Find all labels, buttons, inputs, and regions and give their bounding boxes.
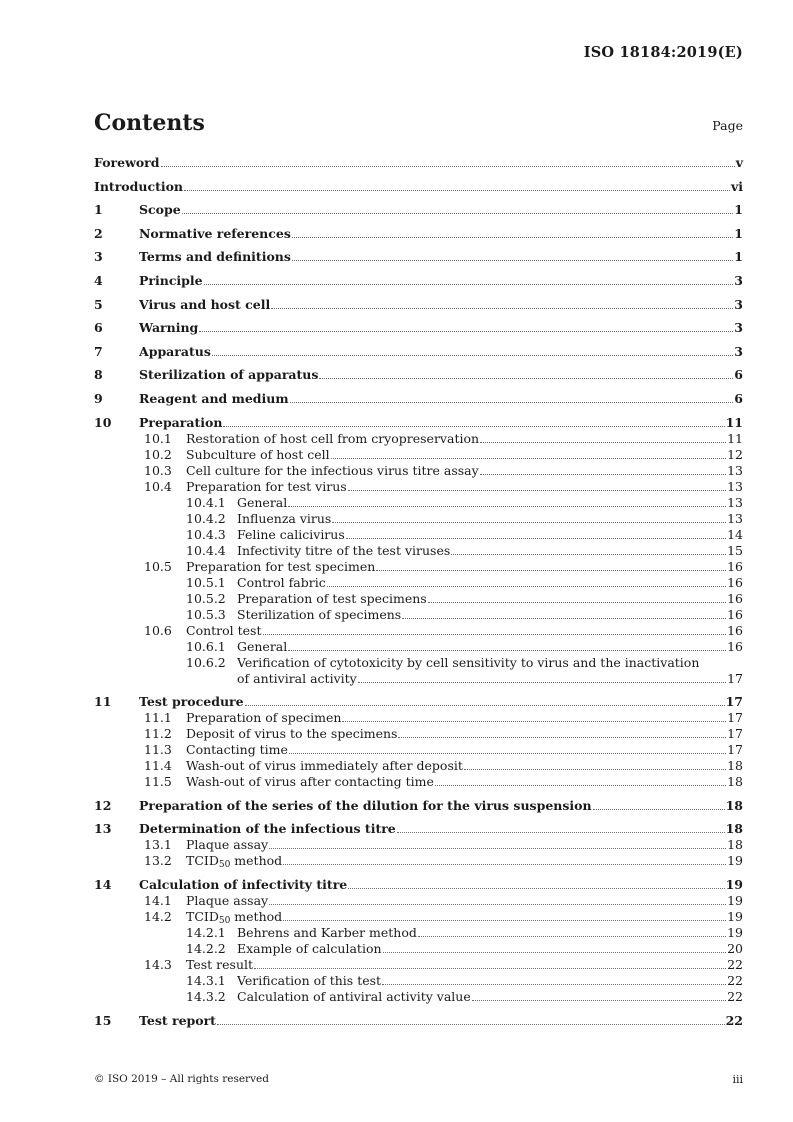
toc-entry-page: 3 xyxy=(734,296,743,312)
toc-entry-title-text: Control fabric xyxy=(237,574,326,590)
toc-entry-page: 12 xyxy=(727,446,743,462)
toc-entry-title xyxy=(186,742,288,758)
toc-entry-title-text: Introduction xyxy=(94,178,184,194)
toc-entry-page: 19 xyxy=(725,876,743,892)
toc-entry-title xyxy=(186,479,347,495)
toc-entry-title-suffix: method xyxy=(230,853,283,869)
toc-entry-number: 3 xyxy=(94,249,103,265)
toc-entry-title-text: Scope xyxy=(139,202,181,218)
toc-entry-page: 3 xyxy=(734,343,743,359)
dot-leader xyxy=(292,227,733,238)
toc-entry-number: 15 xyxy=(94,1012,112,1028)
dot-leader xyxy=(245,695,725,706)
toc-entry-number: 11.5 xyxy=(144,774,172,790)
dot-leader xyxy=(269,838,726,849)
toc-entry-page: 6 xyxy=(734,390,743,406)
toc-entry[interactable] xyxy=(94,623,743,639)
toc-entry-title-text: Determination of the infectious titre xyxy=(139,821,396,837)
toc-entry-page: 18 xyxy=(725,797,743,813)
toc-entry[interactable] xyxy=(94,837,743,853)
toc-entry[interactable] xyxy=(94,543,743,559)
dot-leader xyxy=(464,759,726,770)
toc-entry-number: 13.2 xyxy=(144,853,172,869)
dot-leader xyxy=(327,576,726,587)
toc-entry-title-text: Terms and definitions xyxy=(139,249,291,265)
toc-entry-title xyxy=(186,463,479,479)
toc-entry[interactable] xyxy=(94,607,743,623)
toc-entry-number: 14.3 xyxy=(144,956,172,972)
toc-entry-title xyxy=(186,559,375,575)
toc-entry-number: 10.6.1 xyxy=(186,638,226,654)
toc-entry-page: vi xyxy=(730,178,743,194)
toc-entry-page: 16 xyxy=(727,590,743,606)
dot-leader xyxy=(184,180,730,191)
toc-entry-page: 20 xyxy=(727,940,743,956)
toc-entry-title xyxy=(139,366,318,383)
dot-leader xyxy=(382,974,726,985)
toc-entry-page: 1 xyxy=(734,202,743,218)
toc-entry-title xyxy=(139,820,396,837)
toc-entry[interactable] xyxy=(94,925,743,941)
dot-leader xyxy=(472,990,726,1001)
toc-entry[interactable] xyxy=(94,272,743,289)
dot-leader xyxy=(223,416,724,427)
dot-leader xyxy=(418,926,726,937)
toc-entry-page: 15 xyxy=(727,542,743,558)
toc-entry-title xyxy=(186,837,268,853)
toc-entry-title xyxy=(186,853,282,873)
toc-entry-title-continued: of antiviral activity xyxy=(237,670,357,686)
toc-entry-title xyxy=(94,178,183,195)
dot-leader xyxy=(161,156,735,167)
toc-entry-number: 9 xyxy=(94,390,103,406)
toc-entry-number: 14.3.2 xyxy=(186,988,226,1004)
toc-entry-title-text: Plaque assay xyxy=(186,837,269,853)
toc-entry-title-text: Plaque assay xyxy=(186,892,269,908)
toc-entry-page: 1 xyxy=(734,225,743,241)
toc-entry-page: 18 xyxy=(727,758,743,774)
toc-entry-page: 22 xyxy=(727,956,743,972)
toc-entry-number: 14.3.1 xyxy=(186,972,226,988)
dot-leader xyxy=(199,321,733,332)
toc-entry-number: 1 xyxy=(94,202,103,218)
toc-entry[interactable] xyxy=(94,820,743,837)
toc-entry-number: 10.4.3 xyxy=(186,526,226,542)
toc-entry[interactable] xyxy=(94,693,743,710)
dot-leader xyxy=(480,432,726,443)
toc-entry-page: 16 xyxy=(727,622,743,638)
page-number: iii xyxy=(732,1073,743,1086)
toc-entry-number: 14 xyxy=(94,876,112,892)
toc-entry[interactable] xyxy=(94,591,743,607)
toc-entry-number: 11.2 xyxy=(144,726,172,742)
page-column-label: Page xyxy=(712,118,743,133)
toc-entry-page: 13 xyxy=(727,478,743,494)
toc-entry-number: 6 xyxy=(94,320,103,336)
toc-entry-number: 10.4.2 xyxy=(186,510,226,526)
subscript: 50 xyxy=(218,915,231,926)
toc-entry-title xyxy=(186,623,262,639)
toc-entry[interactable] xyxy=(94,853,743,869)
toc-entry[interactable] xyxy=(94,957,743,973)
toc-entry-title xyxy=(237,925,417,941)
toc-entry[interactable] xyxy=(94,248,743,265)
toc-entry-number: 10.5 xyxy=(144,558,172,574)
toc-entry[interactable] xyxy=(94,414,743,431)
toc-entry-title xyxy=(139,693,244,710)
toc-entry-title-text: Preparation for test specimen xyxy=(186,558,376,574)
toc-entry[interactable] xyxy=(94,893,743,909)
dot-leader xyxy=(451,544,726,555)
toc-entry-page: 19 xyxy=(727,892,743,908)
toc-entry-title-text: Cell culture for the infectious virus titre assay xyxy=(186,462,479,478)
toc-entry-page: 19 xyxy=(727,924,743,940)
toc-entry-title xyxy=(237,591,427,607)
toc-entry-title-text: Control test xyxy=(186,622,262,638)
toc-entry-title-text: Feline calicivirus xyxy=(237,526,345,542)
toc-entry-title-text: Preparation for test virus xyxy=(186,478,347,494)
dot-leader xyxy=(283,910,726,921)
dot-leader xyxy=(398,727,726,738)
toc-entry[interactable] xyxy=(94,390,743,407)
toc-entry[interactable] xyxy=(94,511,743,527)
toc-entry[interactable] xyxy=(94,431,743,447)
dot-leader xyxy=(289,743,726,754)
toc-entry-title-text: Preparation xyxy=(139,414,223,430)
toc-entry-number: 7 xyxy=(94,343,103,359)
dot-leader xyxy=(288,640,726,651)
toc-entry-number: 13 xyxy=(94,821,112,837)
toc-entry[interactable] xyxy=(94,989,743,1005)
toc-entry-title-text: Restoration of host cell from cryopreservation xyxy=(186,430,480,446)
toc-entry-number: 10.1 xyxy=(144,430,172,446)
toc-entry-title xyxy=(139,319,198,336)
toc-entry-title-text: Foreword xyxy=(94,155,160,170)
toc-entry-title-text: Warning xyxy=(139,320,199,336)
toc-entry[interactable] xyxy=(94,797,743,814)
toc-entry[interactable] xyxy=(94,909,743,925)
toc-entry-page: 19 xyxy=(727,853,743,869)
toc-entry-title-text: Wash-out of virus after contacting time xyxy=(186,774,434,790)
toc-entry-title xyxy=(139,296,270,313)
toc-entry-title xyxy=(186,726,397,742)
toc-entry-page: 22 xyxy=(725,1012,743,1028)
toc-entry-number: 8 xyxy=(94,367,103,383)
toc-entry-number: 4 xyxy=(94,272,103,288)
toc-entry-title-text: Test result xyxy=(186,956,254,972)
dot-leader xyxy=(288,496,726,507)
dot-leader xyxy=(346,528,726,539)
toc-entry-page: 16 xyxy=(727,638,743,654)
copyright-notice: © ISO 2019 – All rights reserved xyxy=(94,1073,269,1085)
toc-entry-title-text: Infectivity titre of the test viruses xyxy=(237,542,451,558)
toc-entry-number: 13.1 xyxy=(144,837,172,853)
toc-entry-title xyxy=(186,893,268,909)
toc-entry-title xyxy=(139,797,592,814)
toc-entry-number: 10.4.1 xyxy=(186,494,226,510)
toc-entry-title-text: Calculation of antiviral activity value xyxy=(237,988,471,1004)
dot-leader xyxy=(348,878,724,889)
toc-entry-page: 17 xyxy=(727,742,743,758)
dot-leader xyxy=(332,512,726,523)
toc-entry-title-text: Preparation of specimen xyxy=(186,710,342,726)
dot-leader xyxy=(271,298,733,309)
toc-entry-number: 14.2 xyxy=(144,908,172,924)
toc-entry-title xyxy=(186,710,341,726)
toc-entry[interactable] xyxy=(94,447,743,463)
toc-entry-title xyxy=(237,543,450,559)
toc-entry-title xyxy=(139,414,222,431)
toc-entry[interactable] xyxy=(94,758,743,774)
subscript: 50 xyxy=(218,860,231,871)
toc-entry[interactable] xyxy=(94,973,743,989)
toc-entry-title xyxy=(237,575,326,591)
toc-entry-number: 11.1 xyxy=(144,710,172,726)
toc-entry[interactable] xyxy=(94,319,743,336)
toc-entry[interactable] xyxy=(94,154,743,171)
toc-entry-title-text: Example of calculation xyxy=(237,940,382,956)
toc-entry-page: 18 xyxy=(727,774,743,790)
toc-entry-title-text: Virus and host cell xyxy=(139,296,271,312)
toc-entry-page: 11 xyxy=(727,430,743,446)
toc-entry-title-suffix: method xyxy=(230,908,283,924)
contents-heading: Contents xyxy=(94,110,205,136)
toc-entry[interactable] xyxy=(94,774,743,790)
toc-entry-title-text: Principle xyxy=(139,272,203,288)
toc-entry-number: 10.2 xyxy=(144,446,172,462)
dot-leader xyxy=(376,560,726,571)
toc-entry-title xyxy=(186,758,463,774)
toc-entry-title-text: Deposit of virus to the specimens xyxy=(186,726,398,742)
toc-entry-title-text: Apparatus xyxy=(139,343,211,359)
toc-entry-page: 13 xyxy=(727,494,743,510)
toc-entry-page: 16 xyxy=(727,558,743,574)
toc-entry[interactable] xyxy=(94,178,743,195)
toc-entry[interactable] xyxy=(94,726,743,742)
dot-leader xyxy=(480,464,726,475)
toc-entry-title xyxy=(139,343,211,360)
toc-entry-title-text: Test report xyxy=(139,1012,216,1028)
dot-leader xyxy=(204,274,734,285)
toc-entry-title-text: Subculture of host cell xyxy=(186,446,330,462)
dot-leader xyxy=(283,854,726,865)
toc-entry-page: 22 xyxy=(727,972,743,988)
toc-entry-title-text: Wash-out of virus immediately after deposit xyxy=(186,758,463,774)
toc-entry-title xyxy=(237,941,382,957)
toc-entry-number: 10.5.3 xyxy=(186,606,226,622)
toc-entry[interactable] xyxy=(94,366,743,383)
toc-entry-page: 18 xyxy=(727,837,743,853)
toc-entry-page: 13 xyxy=(727,510,743,526)
toc-entry-title xyxy=(237,511,331,527)
dot-leader xyxy=(319,368,733,379)
toc-entry-number: 11.3 xyxy=(144,742,172,758)
toc-entry-title: Verification of cytotoxicity by cell sensitivity to virus and the inactivation xyxy=(237,654,700,670)
toc-entry-title xyxy=(139,272,203,289)
dot-leader xyxy=(383,942,727,953)
toc-entry[interactable] xyxy=(94,710,743,726)
toc-entry-number: 11 xyxy=(94,694,112,710)
dot-leader xyxy=(269,894,726,905)
toc-entry-number: 14.2.2 xyxy=(186,940,226,956)
toc-entry-title xyxy=(139,1012,216,1029)
dot-leader xyxy=(348,480,726,491)
toc-entry-page: 22 xyxy=(727,988,743,1004)
toc-entry[interactable] xyxy=(94,479,743,495)
toc-entry-title-text: Preparation of the series of the dilution for the virus suspension xyxy=(139,797,592,813)
toc-entry-number: 10 xyxy=(94,414,112,430)
dot-leader xyxy=(212,345,733,356)
toc-entry-title-text: Sterilization of apparatus xyxy=(139,367,319,383)
toc-entry-number: 10.5.1 xyxy=(186,574,226,590)
toc-entry-title xyxy=(237,495,287,511)
toc-entry[interactable] xyxy=(94,225,743,242)
toc-entry-title-text: Calculation of infectivity titre xyxy=(139,876,348,892)
toc-entry-number: 10.5.2 xyxy=(186,590,226,606)
toc-entry-page: 3 xyxy=(734,272,743,288)
toc-entry-title-text: Preparation of test specimens xyxy=(237,590,427,606)
dot-leader xyxy=(254,958,726,969)
toc-entry-page: 3 xyxy=(734,320,743,336)
dot-leader xyxy=(402,608,726,619)
toc-entry[interactable] xyxy=(94,559,743,575)
toc-entry-title-text: Reagent and medium xyxy=(139,390,289,406)
toc-entry-number: 12 xyxy=(94,797,112,813)
toc-entry[interactable] xyxy=(94,941,743,957)
dot-leader xyxy=(358,672,726,683)
dot-leader xyxy=(217,1014,725,1025)
toc-entry[interactable] xyxy=(94,296,743,313)
toc-entry-page: 17 xyxy=(727,710,743,726)
dot-leader xyxy=(428,592,726,603)
toc-entry-page: 19 xyxy=(727,908,743,924)
toc-entry-page: 6 xyxy=(734,367,743,383)
toc-entry[interactable] xyxy=(94,655,743,671)
dot-leader xyxy=(397,822,725,833)
table-of-contents xyxy=(94,154,743,1029)
toc-entry-title-text: General xyxy=(237,494,288,510)
toc-entry-number: 10.4 xyxy=(144,478,172,494)
toc-entry-title xyxy=(139,225,291,242)
toc-entry-title-text: Test procedure xyxy=(139,694,244,710)
dot-leader xyxy=(182,203,734,214)
toc-entry[interactable] xyxy=(94,1012,743,1029)
standard-reference: ISO 18184:2019(E) xyxy=(583,44,743,61)
toc-entry-number: 14.1 xyxy=(144,892,172,908)
toc-entry-page: v xyxy=(735,155,743,170)
toc-entry-title xyxy=(186,774,434,790)
toc-entry-page: 16 xyxy=(727,574,743,590)
toc-entry-title xyxy=(139,390,289,407)
toc-entry-number: 10.6.2 xyxy=(186,654,226,670)
toc-entry-title-text: General xyxy=(237,638,288,654)
toc-entry-number: 2 xyxy=(94,225,103,241)
toc-entry-page: 13 xyxy=(727,462,743,478)
dot-leader xyxy=(290,392,734,403)
toc-entry-title xyxy=(237,973,381,989)
toc-entry-title-text: Verification of this test xyxy=(237,972,382,988)
toc-entry-page: 18 xyxy=(725,821,743,837)
toc-entry-title xyxy=(237,607,401,623)
toc-entry-title-text: TCID xyxy=(186,908,219,924)
toc-entry[interactable] xyxy=(94,639,743,655)
toc-entry-title-text: Normative references xyxy=(139,225,291,241)
dot-leader xyxy=(292,250,733,261)
toc-entry[interactable] xyxy=(94,343,743,360)
toc-entry-title xyxy=(139,248,291,265)
dot-leader xyxy=(263,624,727,635)
toc-entry-title-text: TCID xyxy=(186,853,219,869)
toc-entry-number: 11.4 xyxy=(144,758,172,774)
toc-entry-title-text: Sterilization of specimens xyxy=(237,606,402,622)
toc-entry-page: 17 xyxy=(727,726,743,742)
toc-entry-title xyxy=(237,639,287,655)
toc-entry-page: 1 xyxy=(734,249,743,265)
toc-entry[interactable] xyxy=(94,742,743,758)
toc-entry[interactable] xyxy=(94,876,743,893)
toc-entry-number: 14.2.1 xyxy=(186,924,226,940)
toc-entry-number: 10.3 xyxy=(144,462,172,478)
toc-entry-title xyxy=(237,989,471,1005)
toc-entry-page: 11 xyxy=(725,414,743,430)
toc-entry[interactable] xyxy=(94,527,743,543)
dot-leader xyxy=(342,711,726,722)
toc-entry-title xyxy=(139,201,181,218)
toc-entry-page: 14 xyxy=(727,526,743,542)
toc-entry-title xyxy=(94,154,160,171)
dot-leader xyxy=(331,448,727,459)
toc-entry-page: 17 xyxy=(725,694,743,710)
toc-entry-title-text: Influenza virus xyxy=(237,510,332,526)
toc-entry[interactable] xyxy=(94,201,743,218)
toc-entry-title xyxy=(139,876,347,893)
dot-leader xyxy=(435,775,726,786)
toc-entry[interactable] xyxy=(94,463,743,479)
toc-entry[interactable] xyxy=(94,495,743,511)
toc-entry-title xyxy=(186,957,253,973)
toc-entry-title-text: Contacting time xyxy=(186,742,288,758)
toc-entry-page: 17 xyxy=(727,670,743,686)
toc-entry-page: 16 xyxy=(727,606,743,622)
dot-leader xyxy=(593,799,725,810)
toc-entry-title xyxy=(186,431,479,447)
toc-entry-title-text: Behrens and Karber method xyxy=(237,924,417,940)
toc-entry-title xyxy=(186,447,330,463)
toc-entry-title xyxy=(237,527,345,543)
toc-entry-number: 5 xyxy=(94,296,103,312)
toc-entry-number: 10.4.4 xyxy=(186,542,226,558)
toc-entry[interactable] xyxy=(94,575,743,591)
toc-entry-number: 10.6 xyxy=(144,622,172,638)
toc-entry-continuation[interactable] xyxy=(94,671,743,687)
